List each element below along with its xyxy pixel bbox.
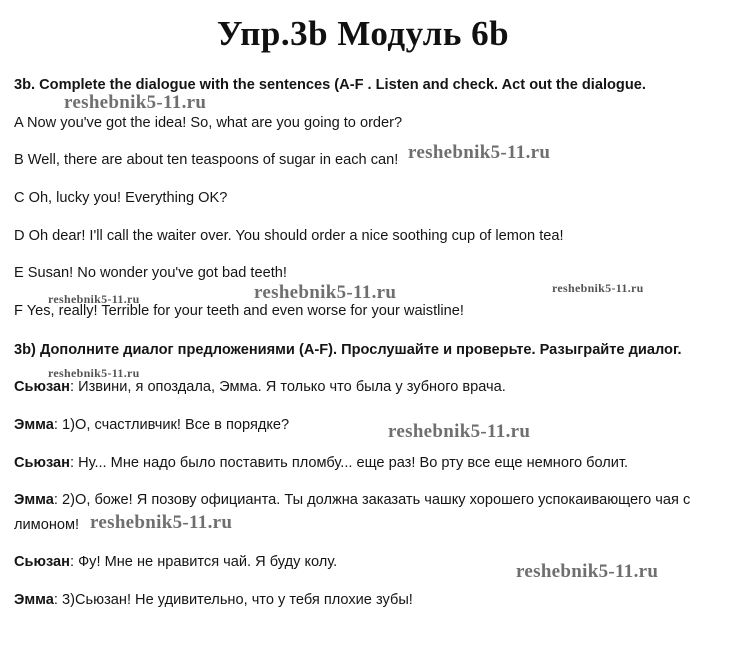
speaker-name: Сьюзан <box>14 379 70 395</box>
option-c: C Oh, lucky you! Everything OK? <box>14 190 228 206</box>
page-title: Упр.3b Модуль 6b <box>216 14 510 53</box>
watermark: reshebnik5-11.ru <box>48 366 140 380</box>
speaker-name: Сьюзан <box>14 554 70 570</box>
dialogue-text: : Ну... Мне надо было поставить пломбу... еще раз! Во рту все еще немного болит. <box>69 455 629 471</box>
dialogue-text: : Извини, я опоздала, Эмма. Я только что была у зубного врача. <box>69 379 506 395</box>
option-e: E Susan! No wonder you've got bad teeth! <box>14 265 287 281</box>
option-f: F Yes, really! Terrible for your teeth and even worse for your waistline! <box>14 303 464 319</box>
watermark: reshebnik5-11.ru <box>516 561 659 582</box>
watermark: reshebnik5-11.ru <box>388 421 531 442</box>
watermark: reshebnik5-11.ru <box>552 281 644 295</box>
dialogue-line <box>14 417 289 433</box>
speaker-name: Сьюзан <box>14 455 70 471</box>
watermark: reshebnik5-11.ru <box>90 512 233 533</box>
dialogue-text: : 1)О, счастливчик! Все в порядке? <box>53 417 290 433</box>
watermark: reshebnik5-11.ru <box>64 92 207 113</box>
watermark: reshebnik5-11.ru <box>408 142 551 163</box>
option-d: D Oh dear! I'll call the waiter over. You should order a nice soothing cup of lemon tea! <box>14 228 564 244</box>
dialogue-line <box>14 592 413 608</box>
dialogue-text: : 2)О, боже! Я позову официанта. Ты должна заказать чашку хорошего успокаивающего чая с лимоном! <box>14 492 691 533</box>
option-b: B Well, there are about ten teaspoons of sugar in each can! <box>14 152 399 168</box>
watermark: reshebnik5-11.ru <box>48 292 140 306</box>
dialogue-text: : 3)Сьюзан! Не удивительно, что у тебя плохие зубы! <box>53 592 413 608</box>
option-a: A Now you've got the idea! So, what are you going to order? <box>14 115 403 131</box>
russian-task-heading: 3b) Дополните диалог предложениями (A-F). Прослушайте и проверьте. Разыграйте диалог. <box>14 342 682 358</box>
dialogue-line <box>14 554 337 570</box>
dialogue-line <box>14 379 506 395</box>
watermark: reshebnik5-11.ru <box>254 282 397 303</box>
english-task-heading: 3b. Complete the dialogue with the sentences (A-F . Listen and check. Act out the dialogue. <box>14 77 646 93</box>
speaker-name: Эмма <box>14 417 54 433</box>
speaker-name: Эмма <box>14 592 54 608</box>
speaker-name: Эмма <box>14 492 54 508</box>
dialogue-line <box>14 455 628 471</box>
dialogue-text: : Фу! Мне не нравится чай. Я буду колу. <box>69 554 338 570</box>
